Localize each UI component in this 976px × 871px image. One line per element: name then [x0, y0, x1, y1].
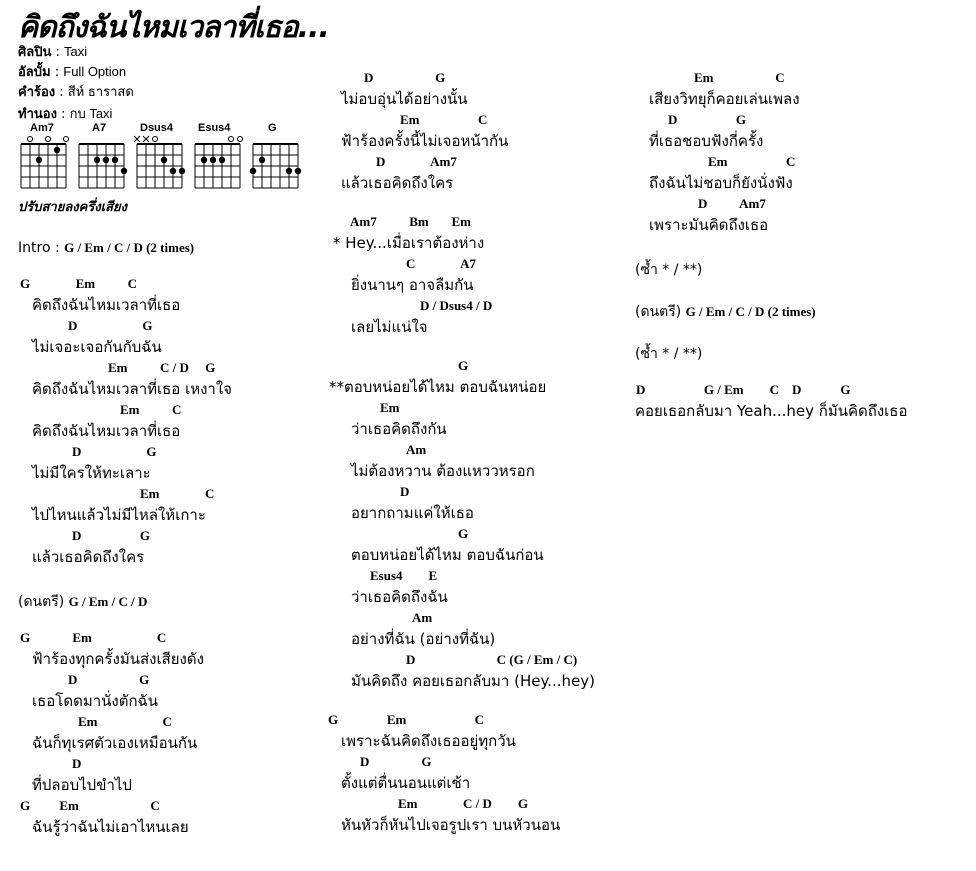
chord-line: G [458, 526, 469, 541]
chord-line: D [400, 484, 410, 499]
lyric-line: ถึงฉันไม่ชอบก็ยังนั่งฟัง [649, 174, 793, 192]
lyric-line: ฉันรู้ว่าฉันไม่เอาไหนเลย [32, 818, 189, 836]
lyric-line: เพราะฉันคิดถึงเธออยู่ทุกวัน [341, 732, 516, 750]
fretboard-icon [76, 134, 128, 202]
chord-line: G Em C [328, 712, 484, 727]
chord-name: G [268, 122, 277, 134]
lyric-line: คิดถึงฉันไหมเวลาที่เธอ เหงาใจ [32, 380, 232, 398]
chord-line: D / Dsus4 / D [420, 298, 493, 313]
lyric-line: คอยเธอกลับมา Yeah...hey ก็มันคิดถึงเธอ [635, 402, 908, 420]
lyric-line: หันหัวก็หันไปเจอรูปเรา บนหัวนอน [341, 816, 561, 834]
lyric-line: ยิ่งนานๆ อาจลืมกัน [351, 276, 474, 294]
chord-line: D [72, 756, 82, 771]
lyric-line: ไม่อบอุ่นได้อย่างนั้น [341, 90, 468, 108]
chord-line: G [458, 358, 469, 373]
chord-line: D G [360, 754, 432, 769]
lyric-line: ที่ปลอบไปขำไป [32, 776, 132, 794]
lyric-line: ตั้งแต่ตื่นนอนแต่เช้า [341, 774, 471, 792]
chord-line: Em C [120, 402, 182, 417]
lyric-line: ที่เธอชอบฟังกี่ครั้ง [649, 132, 764, 150]
chord-line: Am7 Bm Em [350, 214, 471, 229]
chord-line: Em C / D G [108, 360, 216, 375]
lyric-line: เลยไม่แน่ใจ [351, 318, 428, 336]
chord-name: Dsus4 [140, 122, 174, 134]
chord-line: Em C [694, 70, 785, 85]
lyric-line: อย่างที่ฉัน (อย่างที่ฉัน) [351, 630, 496, 648]
lyric-line: **ตอบหน่อยได้ไหม ตอบฉันหน่อย [329, 378, 547, 396]
lyric-line: เสียงวิทยุก็คอยเล่นเพลง [649, 90, 800, 108]
chord-line: Esus4 E [370, 568, 438, 583]
lyric-line: คิดถึงฉันไหมเวลาที่เธอ [32, 422, 181, 440]
chord-line: Am [406, 442, 427, 457]
chord-line: D G [68, 318, 153, 333]
intro-line: Intro : G / Em / C / D (2 times) [18, 240, 195, 256]
lyric-line: ฟ้าร้องทุกครั้งมันส่งเสียงดัง [32, 650, 204, 668]
meta-artist: ศิลปิน : Taxi [18, 44, 88, 60]
meta-composer: ทำนอง : กบ Taxi [18, 106, 113, 122]
chord-name: A7 [92, 122, 107, 134]
chord-line: Em C [708, 154, 796, 169]
chord-line: D Am7 [376, 154, 457, 169]
chord-line: D Am7 [698, 196, 766, 211]
lyric-line: ฟ้าร้องครั้งนี้ไม่เจอหน้ากัน [341, 132, 509, 150]
repeat-line: (ซ้ำ * / **) [635, 346, 703, 362]
chord-line: Em C [140, 486, 215, 501]
song-title: คิดถึงฉันไหมเวลาที่เธอ... [18, 10, 329, 45]
lyric-line: อยากถามแค่ให้เธอ [351, 504, 474, 522]
chord-line: D C (G / Em / C) [406, 652, 578, 667]
chord-line: Em C [78, 714, 172, 729]
chord-line: D G [72, 528, 150, 543]
interlude-line: (ดนตรี) G / Em / C / D (2 times) [635, 304, 816, 320]
meta-lyricist: คำร้อง : สีห์ ธาราสด [18, 84, 134, 100]
lyric-line: ตอบหน่อยได้ไหม ตอบฉันก่อน [351, 546, 544, 564]
meta-album: อัลบั้ม : Full Option [18, 64, 127, 80]
chord-line: Em C [400, 112, 488, 127]
lyric-line: แล้วเธอคิดถึงใคร [32, 548, 145, 566]
chord-line: D G [364, 70, 446, 85]
lyric-line: มันคิดถึง คอยเธอกลับมา (Hey...hey) [351, 672, 595, 690]
chord-line: D G [72, 444, 157, 459]
chord-line: Am [412, 610, 433, 625]
lyric-line: ว่าเธอคิดถึงฉัน [351, 588, 448, 606]
chord-line: Em [380, 400, 400, 415]
lyric-line: เธอโดดมานั่งตักฉัน [32, 692, 159, 710]
chord-line: D G [668, 112, 746, 127]
tuning-note: ปรับสายลงครึ่งเสียง [18, 200, 128, 215]
chord-line: G Em C [20, 630, 167, 645]
chord-line: C A7 [406, 256, 477, 271]
fretboard-icon [250, 134, 302, 202]
lyric-line: คิดถึงฉันไหมเวลาที่เธอ [32, 296, 181, 314]
lyric-line: ไม่ต้องหวาน ต้องแหววหรอก [351, 462, 535, 480]
lyric-line: เพราะมันคิดถึงเธอ [649, 216, 769, 234]
fretboard-icon [134, 134, 186, 202]
lyric-line: ไปไหนแล้วไม่มีไหล่ให้เกาะ [32, 506, 206, 524]
chord-line: G Em C [20, 798, 160, 813]
interlude-line: (ดนตรี) G / Em / C / D [18, 594, 148, 610]
fretboard-icon [18, 134, 70, 202]
lyric-line: ฉันก็ทุเรศตัวเองเหมือนกัน [32, 734, 198, 752]
chord-line: D G [68, 672, 150, 687]
lyric-line: แล้วเธอคิดถึงใคร [341, 174, 454, 192]
chord-name: Am7 [30, 122, 54, 134]
lyric-line: ไม่มีใครให้ทะเลาะ [32, 464, 151, 482]
chord-line: D G / Em C D G [636, 382, 851, 397]
repeat-line: (ซ้ำ * / **) [635, 262, 703, 278]
chord-name: Esus4 [198, 122, 231, 134]
lyric-line: * Hey...เมื่อเราต้องห่าง [333, 234, 485, 252]
chord-line: Em C / D G [398, 796, 528, 811]
chord-line: G Em C [20, 276, 137, 291]
lyric-line: ว่าเธอคิดถึงกัน [351, 420, 447, 438]
fretboard-icon [192, 134, 244, 202]
lyric-line: ไม่เจอะเจอกันกับฉัน [32, 338, 162, 356]
